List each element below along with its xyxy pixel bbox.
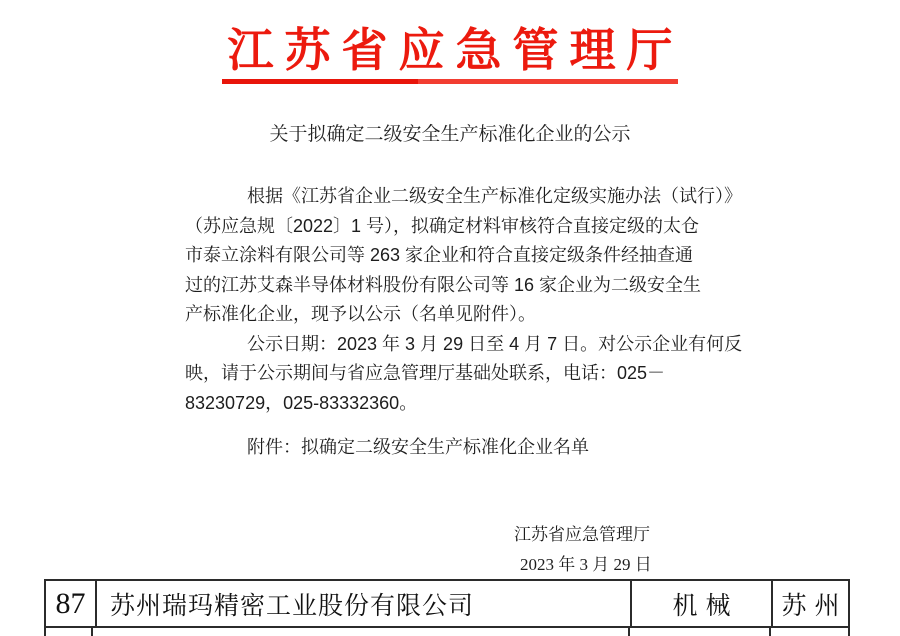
- body-line: 映，请于公示期间与省应急管理厅基础处联系，电话：025－: [185, 363, 666, 383]
- attachment-line: 附件：拟确定二级安全生产标准化企业名单: [247, 437, 589, 457]
- body-line: 市泰立涂料有限公司等 263 家企业和符合直接定级条件经抽查通: [185, 245, 694, 265]
- letterhead-agency-name: 江苏省应急管理厅: [227, 24, 684, 76]
- row-number-cell: 87: [55, 586, 86, 620]
- body-line: 根据《江苏省企业二级安全生产标准化定级实施办法（试行）》: [247, 186, 742, 206]
- signature-date: 2023 年 3 月 29 日: [520, 555, 652, 574]
- body-line: 83230729，025-83332360。: [185, 392, 418, 413]
- body-line: 过的江苏艾森半导体材料股份有限公司等 16 家企业为二级安全生: [185, 274, 702, 295]
- table-next-row-border: [44, 628, 46, 636]
- table-next-row-border: [769, 628, 771, 636]
- table-next-row-border: [628, 628, 630, 636]
- body-line: 公示日期：2023 年 3 月 29 日至 4 月 7 日。对公示企业有何反: [247, 333, 743, 354]
- body-line: （苏应急规〔2022〕1 号），拟确定材料审核符合直接定级的太仓: [185, 215, 700, 236]
- body-text: [185, 182, 743, 418]
- table-next-row-border: [91, 628, 93, 636]
- table-next-row-border: [848, 628, 850, 636]
- companies-table-row: [44, 579, 850, 628]
- letterhead-rule: [222, 79, 678, 84]
- city-cell: 苏州: [771, 581, 848, 626]
- document-title: 关于拟确定二级安全生产标准化企业的公示: [269, 124, 631, 145]
- body-line: 产标准化企业，现予以公示（名单见附件）。: [185, 304, 536, 324]
- company-name-cell: 苏州瑞玛精密工业股份有限公司: [95, 581, 630, 626]
- signature-agency: 江苏省应急管理厅: [514, 525, 650, 544]
- industry-cell: 机械: [630, 581, 771, 626]
